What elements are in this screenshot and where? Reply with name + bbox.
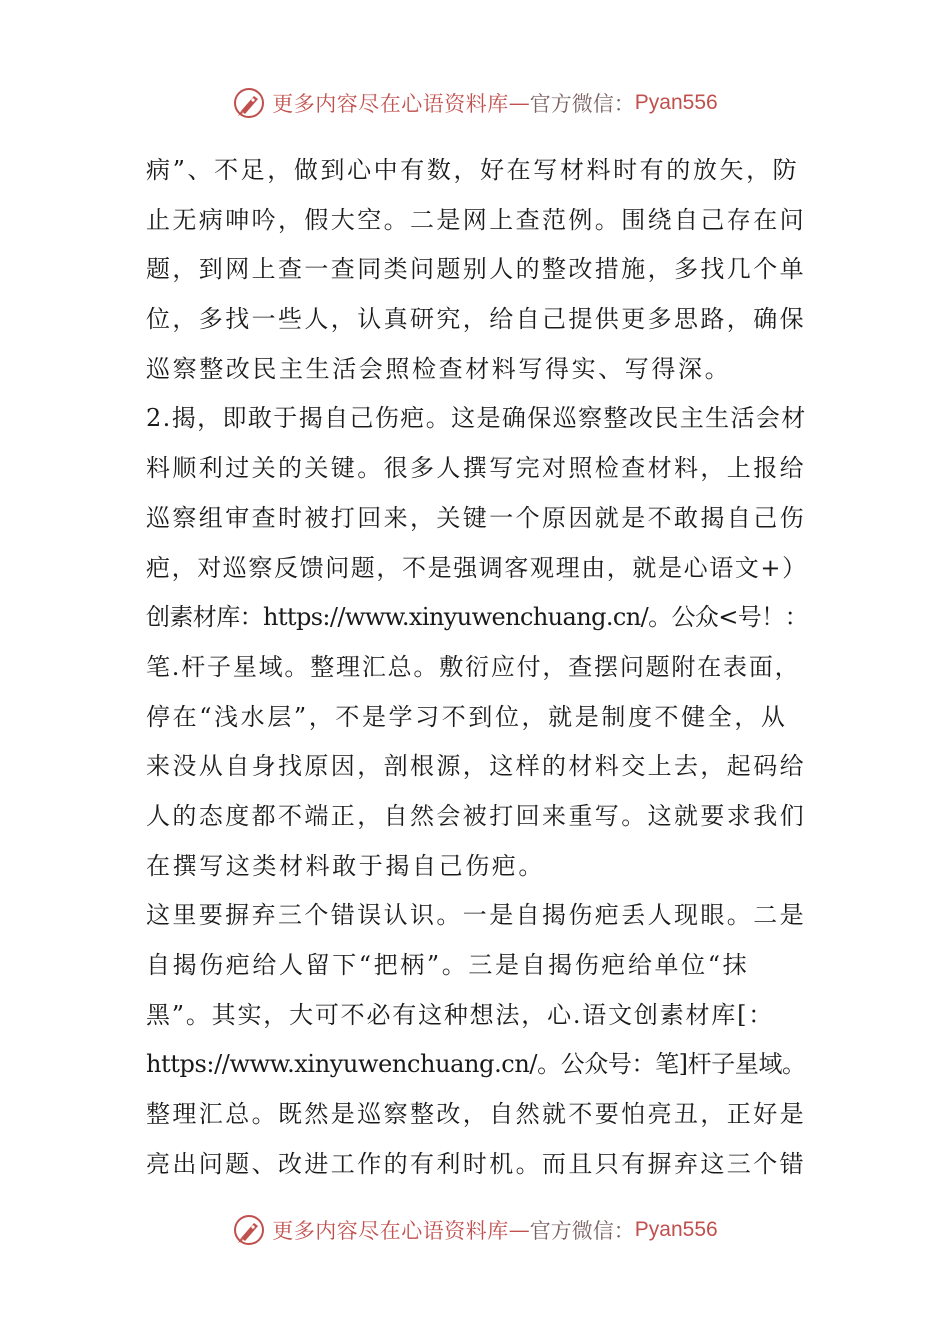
body-line: 病”、不足，做到心中有数，好在写材料时有的放矢，防 xyxy=(146,156,800,184)
body-line: 料顺利过关的关键。很多人撰写完对照检查材料，上报给 xyxy=(146,454,806,483)
body-line-with-url: https://www.xinyuwenchuang.cn/。公众号：笔]杆子星域。 xyxy=(146,1050,806,1079)
header-dash: — xyxy=(508,91,530,115)
footer-site-text: 更多内容尽在心语资料库 xyxy=(272,1219,509,1243)
footer-dash: — xyxy=(508,1218,530,1242)
body-line: 这里要摒弃三个错误认识。一是自揭伤疤丢人现眼。二是 xyxy=(146,901,806,930)
header-wechat-id: Pyan556 xyxy=(634,91,718,114)
body-line: 黑”。其实，大可不必有这种想法，心.语文创素材库[： xyxy=(146,1000,775,1029)
body-line: 巡察整改民主生活会照检查材料写得实、写得深。 xyxy=(146,354,732,383)
body-line: 来没从自身找原因，剖根源，这样的材料交上去，起码给 xyxy=(146,752,806,781)
header-banner xyxy=(0,80,950,126)
footer-wechat-id: Pyan556 xyxy=(634,1218,718,1241)
body-line: 整理汇总。既然是巡察整改，自然就不要怕亮丑，正好是 xyxy=(146,1100,806,1129)
body-line: 自揭伤疤给人留下“把柄”。三是自揭伤疤给单位“抹 xyxy=(146,951,750,979)
body-line: 2.揭，即敢于揭自己伤疤。这是确保巡察整改民主生活会材 xyxy=(146,404,807,433)
document-body xyxy=(146,146,806,1189)
header-wechat-label: 官方微信： xyxy=(529,92,635,116)
pen-nib-logo-icon xyxy=(232,1213,266,1247)
body-line: 笔.杆子星域。整理汇总。敷衍应付，查摆问题附在表面， xyxy=(146,652,801,681)
body-line: 疤，对巡察反馈问题，不是强调客观理由，就是心语文+） xyxy=(146,553,808,582)
body-line: 人的态度都不端正，自然会被打回来重写。这就要求我们 xyxy=(146,801,806,830)
body-line: 在撰写这类材料敢于揭自己伤疤。 xyxy=(146,851,545,880)
body-line: 巡察组审查时被打回来，关键一个原因就是不敢揭自己伤 xyxy=(146,503,806,532)
body-line: 题，到网上查一查同类问题别人的整改措施，多找几个单 xyxy=(146,255,806,284)
body-line: 位，多找一些人，认真研究，给自己提供更多思路，确保 xyxy=(146,305,806,334)
body-line: 亮出问题、改进工作的有利时机。而且只有摒弃这三个错 xyxy=(146,1149,806,1178)
body-line: 止无病呻吟，假大空。二是网上查范例。围绕自己存在问 xyxy=(146,205,806,234)
body-line: 停在“浅水层”，不是学习不到位，就是制度不健全，从 xyxy=(146,702,788,731)
pen-nib-logo-icon xyxy=(232,86,266,120)
body-line-with-url: 创素材库：https://www.xinyuwenchuang.cn/。公众<号！： xyxy=(146,603,808,632)
footer-wechat-label: 官方微信： xyxy=(529,1219,635,1243)
footer-banner xyxy=(0,1207,950,1253)
header-site-text: 更多内容尽在心语资料库 xyxy=(272,92,509,116)
